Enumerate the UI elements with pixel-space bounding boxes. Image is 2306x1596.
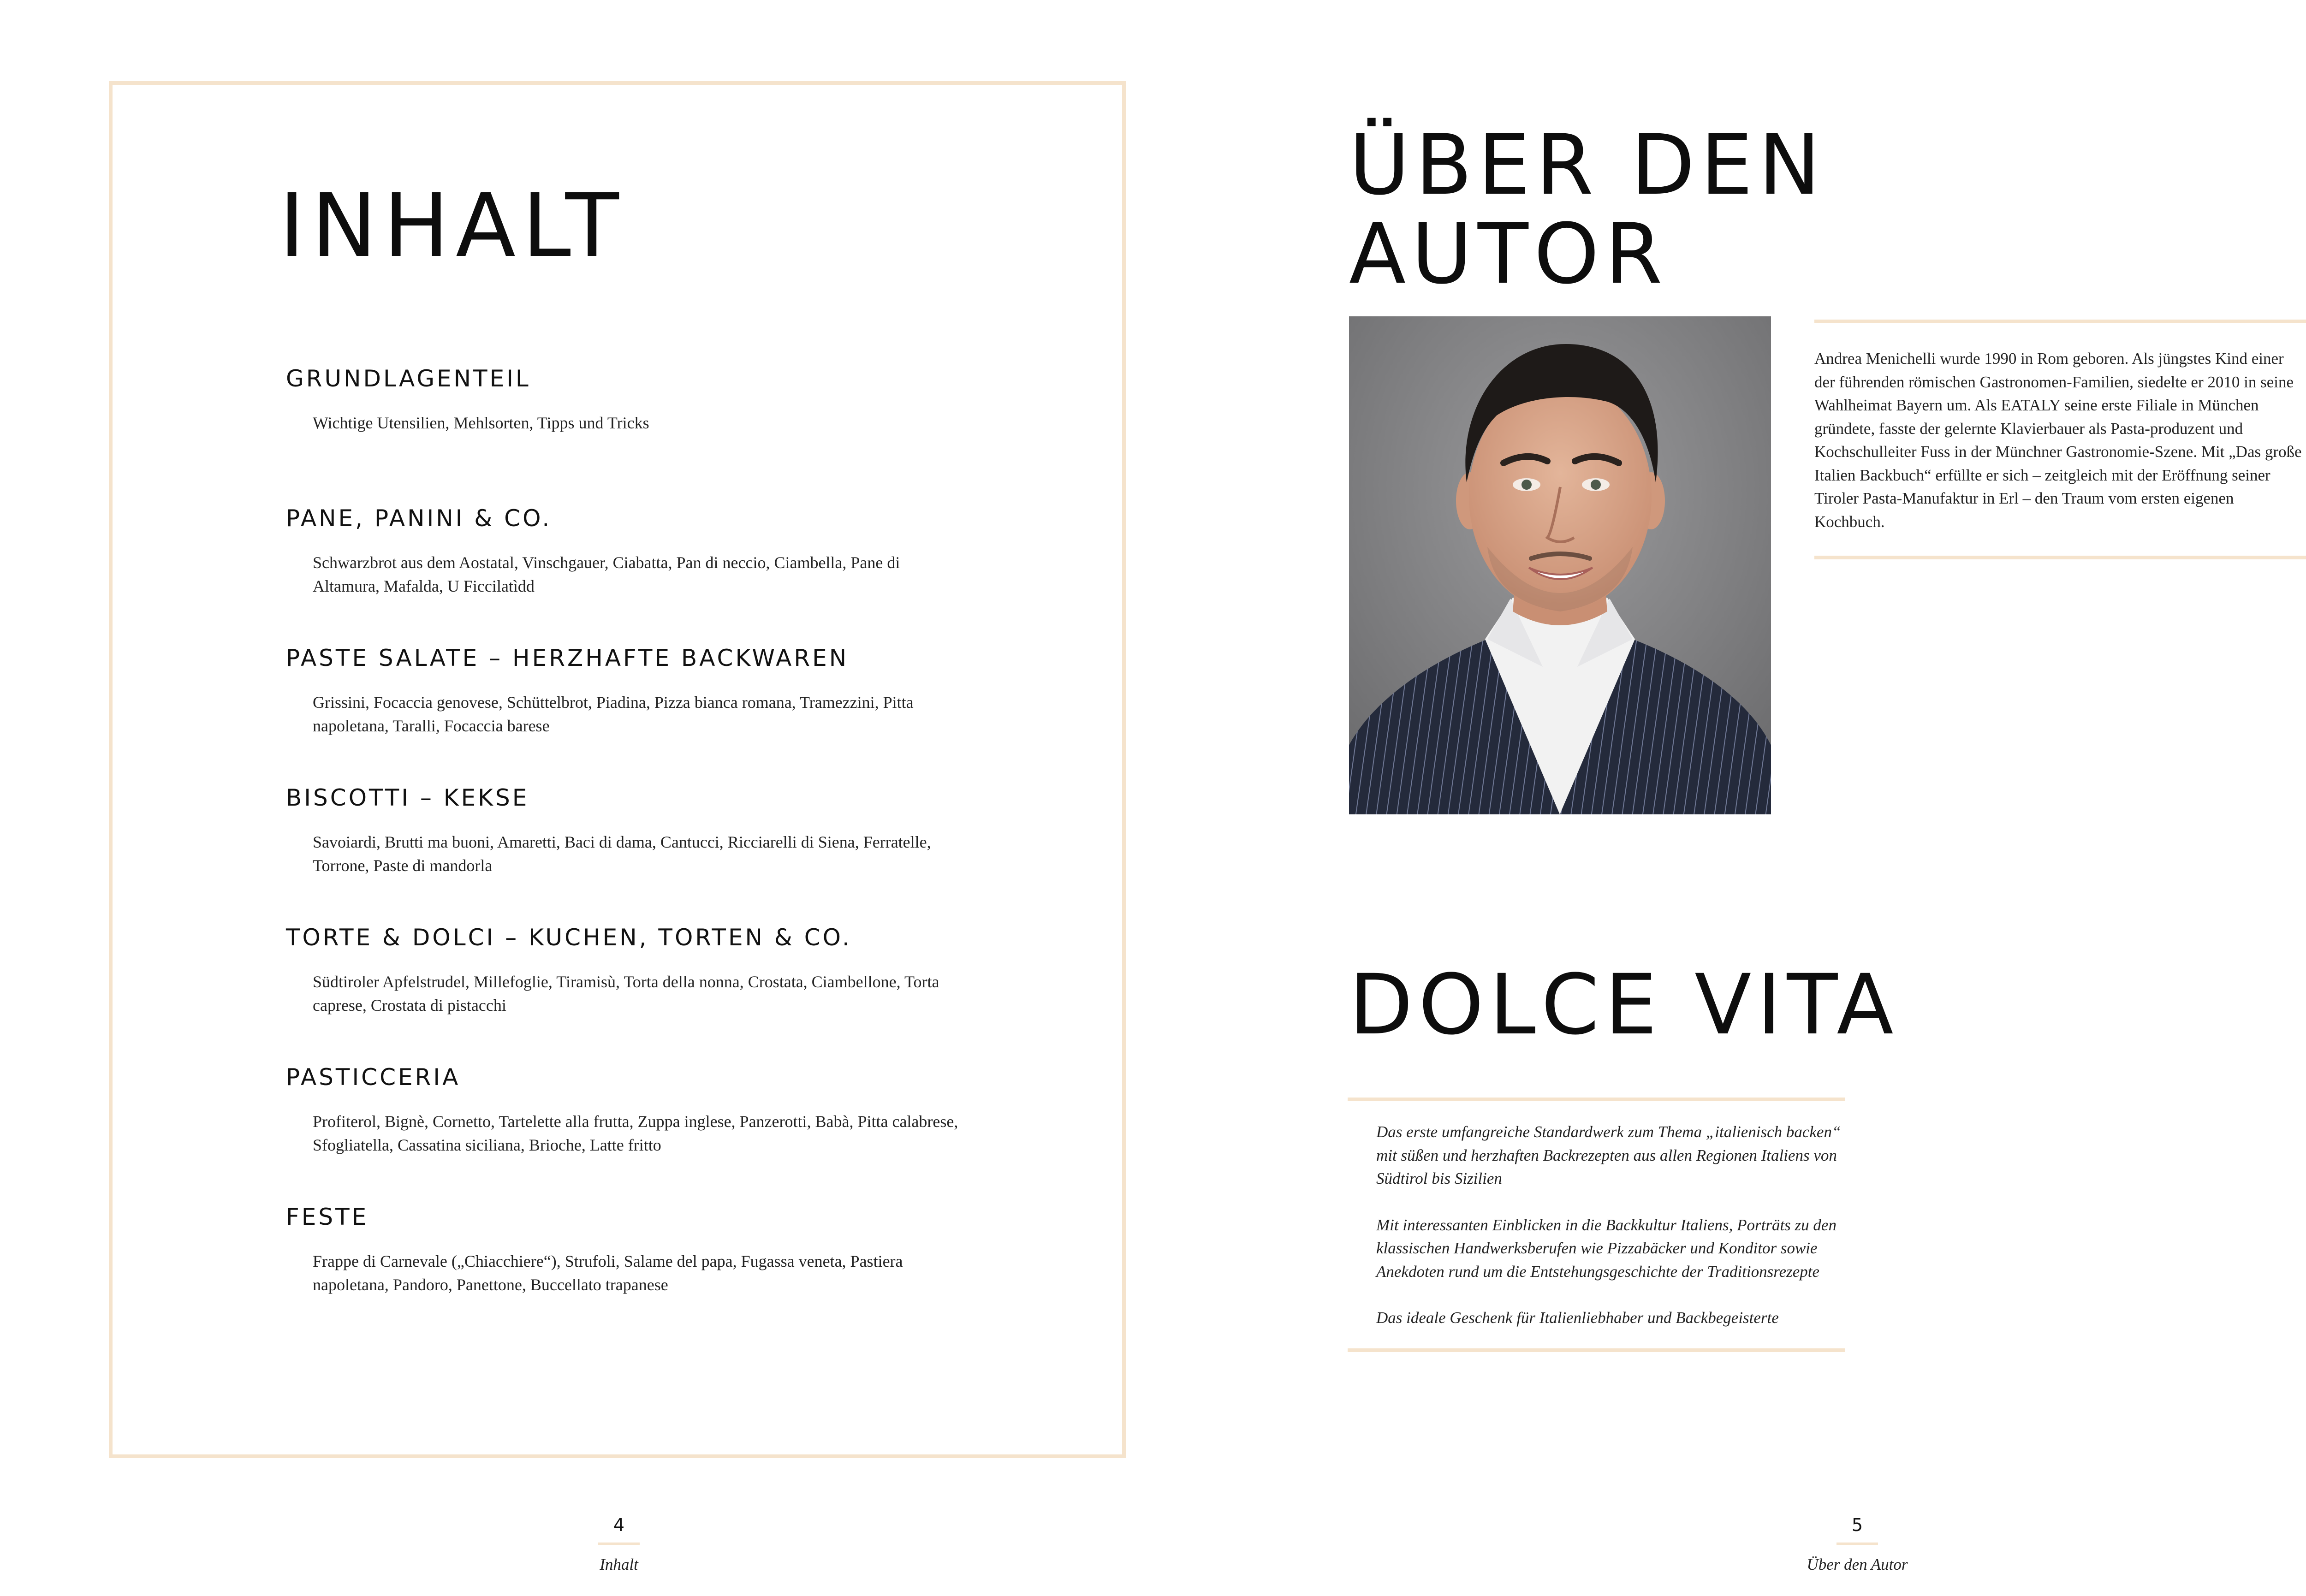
- dolce-vita-title: DOLCE VITA: [1349, 957, 1899, 1053]
- toc-section-items: Grissini, Focaccia genovese, Schüttelbrot, Piadina, Pizza bianca romana, Tramezzini, Pitta napoletana, Taralli, Focaccia barese: [313, 693, 914, 735]
- toc-section-heading: GRUNDLAGENTEIL: [286, 365, 531, 392]
- page-label: Inhalt: [600, 1555, 638, 1573]
- author-section-title: [1349, 117, 1826, 303]
- page-number-rule: [1836, 1543, 1878, 1545]
- toc-section-items: Frappe di Carnevale („Chiacchiere“), Strufoli, Salame del papa, Fugassa veneta, Pastiera napoletana, Pandoro, Panettone, Buccellato trapanese: [313, 1252, 903, 1294]
- toc-section: [286, 364, 1116, 504]
- author-title-line: AUTOR: [1349, 206, 1668, 303]
- toc-section: [286, 923, 1116, 1063]
- toc-section-items: Schwarzbrot aus dem Aostatal, Vinschgauer, Ciabatta, Pan di neccio, Ciambella, Pane di Altamura, Mafalda, U Ficcilatìdd: [313, 553, 900, 595]
- dolce-paragraph: Das erste umfangreiche Standardwerk zum Thema „italienisch backen“ mit süßen und herzhaften Backrezepten aus allen Regionen Italiens von Südtirol bis Sizilien: [1376, 1123, 1841, 1187]
- toc-title: INHALT: [279, 175, 625, 277]
- toc-section-heading: PASTE SALATE – HERZHAFTE BACKWAREN: [286, 645, 849, 671]
- dolce-vita-box: [1348, 1098, 1845, 1352]
- toc-list: [286, 364, 1116, 1342]
- page-number: 4: [613, 1515, 625, 1535]
- toc-section: [286, 783, 1116, 923]
- toc-section-heading: PANE, PANINI & CO.: [286, 505, 552, 532]
- author-biography: [1814, 320, 2306, 559]
- page-footer-left: [527, 1515, 711, 1575]
- toc-section-heading: FESTE: [286, 1204, 369, 1230]
- toc-section: [286, 1063, 1116, 1203]
- toc-section-items: Profiterol, Bignè, Cornetto, Tartelette alla frutta, Zuppa inglese, Panzerotti, Babà, Pitta calabrese, Sfogliatella, Cassatina siciliana, Brioche, Latte fritto: [313, 1112, 958, 1154]
- toc-section-heading: BISCOTTI – KEKSE: [286, 784, 529, 811]
- page-footer-right: [1765, 1515, 1949, 1575]
- page-label: Über den Autor: [1807, 1555, 1908, 1573]
- toc-section-items: Südtiroler Apfelstrudel, Millefoglie, Tiramisù, Torta della nonna, Crostata, Ciambellone, Torta caprese, Crostata di pistacchi: [313, 973, 939, 1015]
- page-number-rule: [598, 1543, 640, 1545]
- toc-section-items: Savoiardi, Brutti ma buoni, Amaretti, Baci di dama, Cantucci, Ricciarelli di Siena, Ferratelle, Torrone, Paste di mandorla: [313, 833, 931, 875]
- toc-section-heading: TORTE & DOLCI – KUCHEN, TORTEN & CO.: [286, 924, 852, 951]
- toc-section: [286, 504, 1116, 644]
- author-portrait-photo: [1349, 316, 1771, 814]
- dolce-paragraph: Mit interessanten Einblicken in die Backkultur Italiens, Porträts zu den klassischen Handwerksberufen wie Pizzabäcker und Konditor sowie Anekdoten rund um die Entstehungsgeschichte der Traditionsrezepte: [1376, 1216, 1836, 1281]
- toc-section-items: Wichtige Utensilien, Mehlsorten, Tipps und Tricks: [313, 414, 649, 432]
- author-bio-text: Andrea Menichelli wurde 1990 in Rom geboren. Als jüngstes Kind einer der führenden römischen Gastronomen-Familien, siedelte er 2010 in seine Wahlheimat Bayern um. Als EATALY seine erste Filiale in München gründete, fasste der gelernte Klavierbauer als Pasta-produzent und Kochschulleiter Fuss in der Münchner Gastronomie-Szene. Mit „Das große Italien Backbuch“ erfüllte er sich – zeitgleich mit der Eröffnung seiner Tiroler Pasta-Manufaktur in Erl – den Traum vom ersten eigenen Kochbuch.: [1814, 350, 2302, 531]
- author-title-line: ÜBER DEN: [1349, 117, 1826, 214]
- page-number: 5: [1851, 1515, 1863, 1535]
- toc-section: [286, 1203, 1116, 1342]
- toc-section: [286, 644, 1116, 783]
- dolce-paragraph: Das ideale Geschenk für Italienliebhaber und Backbegeisterte: [1376, 1309, 1779, 1327]
- toc-section-heading: PASTICCERIA: [286, 1064, 461, 1091]
